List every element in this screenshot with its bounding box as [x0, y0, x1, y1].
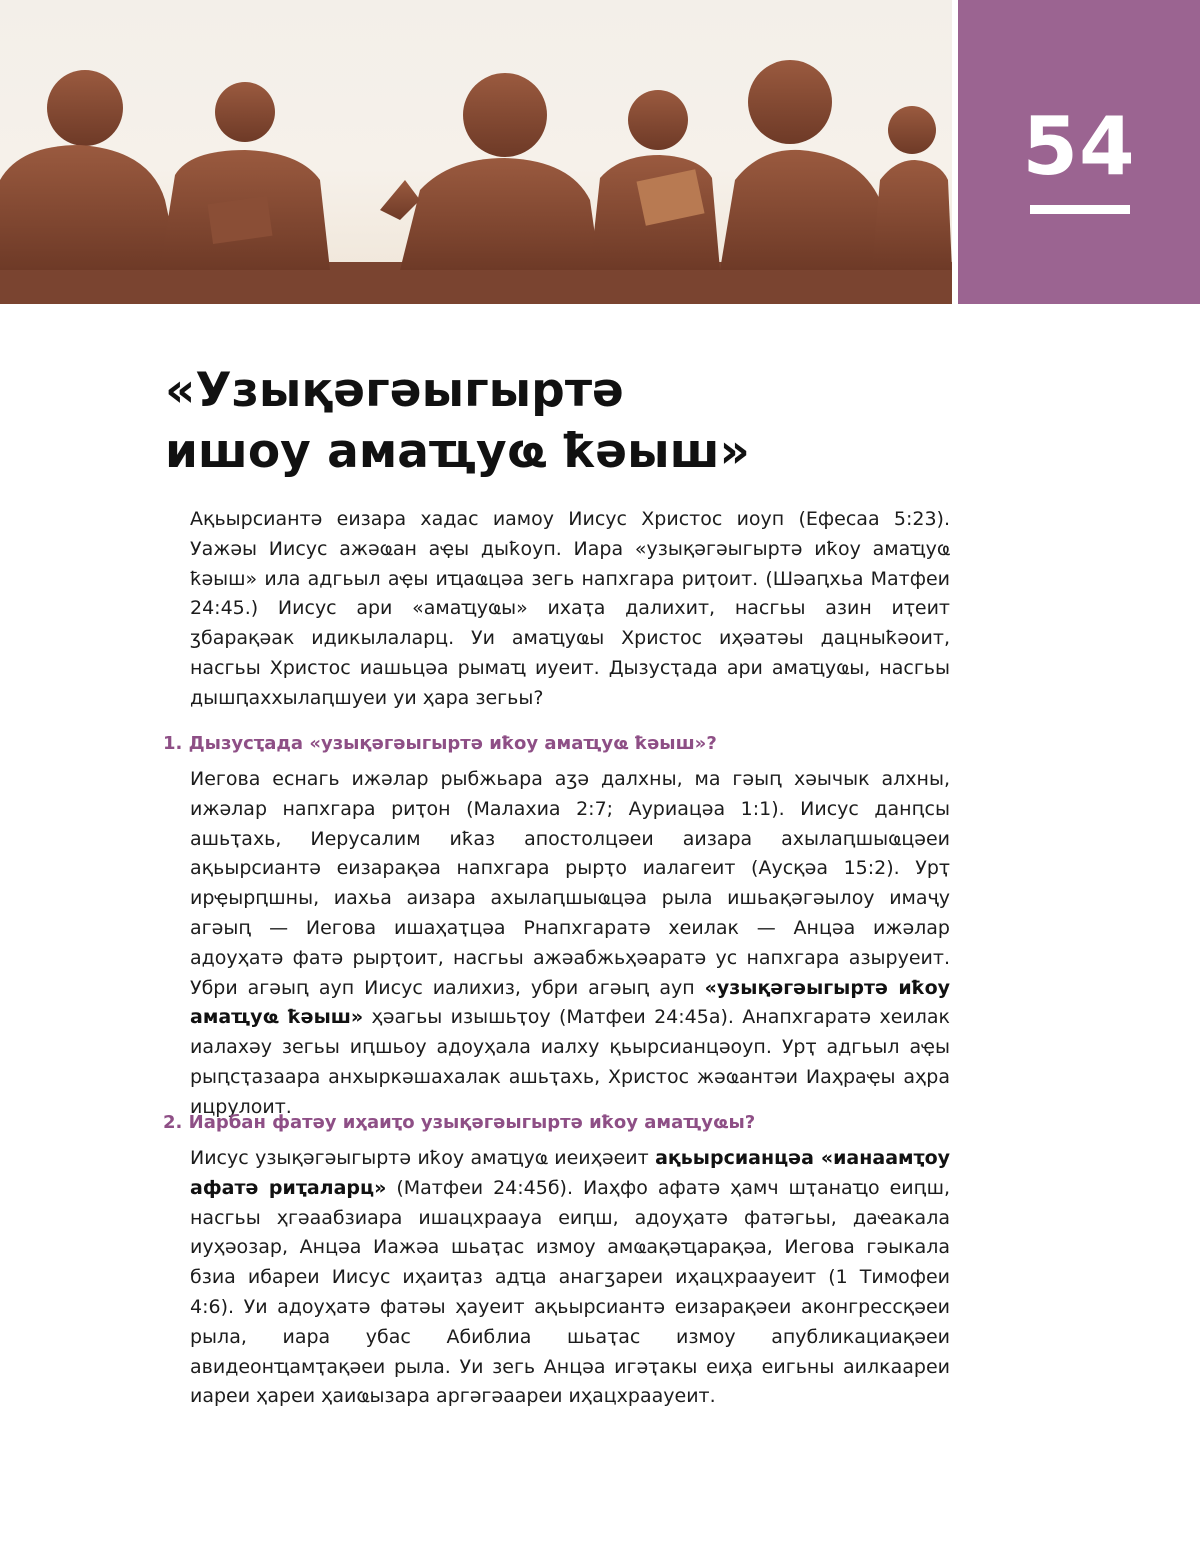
meeting-silhouette-illustration [0, 0, 952, 304]
question-2: 2. Иарбан фатәу иҳаиҭо узықәгәыгыртә иҟоу амаҵуҩы? [163, 1112, 756, 1133]
answer-2-text-b: (Матфеи 24:45б). Иаҳфо афатә ҳамч шҭанаҵо еиԥш, насгьы ҳгәаабзиара ишацхраауа еиԥш, адоуҳатә фатәгьы, даҽакала иуҳәозар, Анцәа Иажәа шьаҭас измоу амҩақәҵарақәа, Иегова гәыкала бзиа ибареи Иисус иҳаиҭаз адҵа анагӡареи иҳацхраауеит (1 Тимофеи 4:6). Уи адоуҳатә фатәы ҳауеит ақьырсиантә еизарақәеи аконгрессқәеи рыла, иара убас Абиблиа шьаҭас измоу апубликациақәеи авидеонҵамҭақәеи рыла. Уи зегь Анцәа игәҭакы еиҳа еигьны аилкаареи иареи ҳареи ҳаиҩызара аргәгәаареи иҳацхраауеит. [190, 1176, 951, 1408]
lesson-number: 54 [1022, 100, 1136, 193]
intro-paragraph: Ақьырсиантә еизара хадас иамоу Иисус Христос иоуп (Ефесаа 5:23). Уажәы Иисус ажәҩан аҿы дыҟоуп. Иара «узықәгәыгыртә иҟоу амаҵуҩ ҟәыш» ила адгьыл аҿы иҵаҩцәа зегь напхгара риҭоит. (Шәаԥхьа Матфеи 24:45.) Иисус ари «амаҵуҩы» ихаҭа далихит, насгьы азин иҭеит ӡбарақәак идикылаларц. Уи амаҵуҩы Христос иҳәатәы дацныҟәоит, насгьы Христос иашьцәа рымаҵ иуеит. Дызусҭада ари амаҵуҩы, насгьы дышԥаххылаԥшуеи уи ҳара зегьы? [190, 508, 950, 709]
lesson-number-panel [958, 0, 1200, 304]
answer-1-bold: «узықәгәыгыртә иҟоу амаҵуҩ ҟәыш» [190, 976, 951, 1029]
lesson-number-underline [1030, 205, 1130, 214]
lesson-title-line-2: ишоу амаҵуҩ ҟәыш» [165, 424, 750, 479]
answer-2-paragraph [190, 1144, 950, 1412]
lesson-title [165, 360, 925, 482]
question-1: 1. Дызусҭада «узықәгәыгыртә иҟоу амаҵуҩ ҟәыш»? [163, 733, 717, 754]
answer-1-text-a: Иегова еснагь ижәлар рыбжьара аӡә далхны, ма гәыԥ хәычык алхны, ижәлар напхгара риҭон (Малахиа 2:7; Ауриацәа 1:1). Иисус данԥсы ашьҭахь, Иерусалим иҟаз апостолцәеи аизара ахылаԥшыҩцәеи ақьырсиантә еизарақәа напхгара рырҭо иалагеит (Аусқәа 15:2). Урҭ ирҿырԥшны, иахьа аизара ахылаԥшыҩцәа рыла ишьақәгәылоу имаҷу агәыԥ — Иегова ишаҳаҭцәа Рнапхгаратә хеилак — Анцәа ижәлар адоуҳатә фатә рырҭоит, насгьы ажәабжьҳәаратә ус напхгара азыруеит. Убри агәыԥ ауп Иисус иалихиз, убри агәыԥ ауп [190, 768, 950, 999]
answer-2-text-a: Иисус узықәгәыгыртә иҟоу амаҵуҩ иеиҳәеит [190, 1147, 656, 1169]
answer-1-text-b: ҳәагьы изышьҭоу (Матфеи 24:45а). Анапхгаратә хеилак иалахәу зегьы иԥшьоу адоуҳала иалху қьырсианцәоуп. Урҭ адгьыл аҿы рыԥсҭазаара анхыркәшахалак ашьҭахь, Христос жәҩантәи Иаҳраҿы аҳра ицрулоит. [190, 1006, 950, 1118]
header-photo [0, 0, 952, 304]
answer-2-bold: ақьырсианцәа «ианаамҭоу афатә риҭаларц» [190, 1147, 951, 1199]
answer-1-paragraph [190, 765, 950, 1123]
lesson-title-line-1: «Узықәгәыгыртә [165, 363, 624, 418]
